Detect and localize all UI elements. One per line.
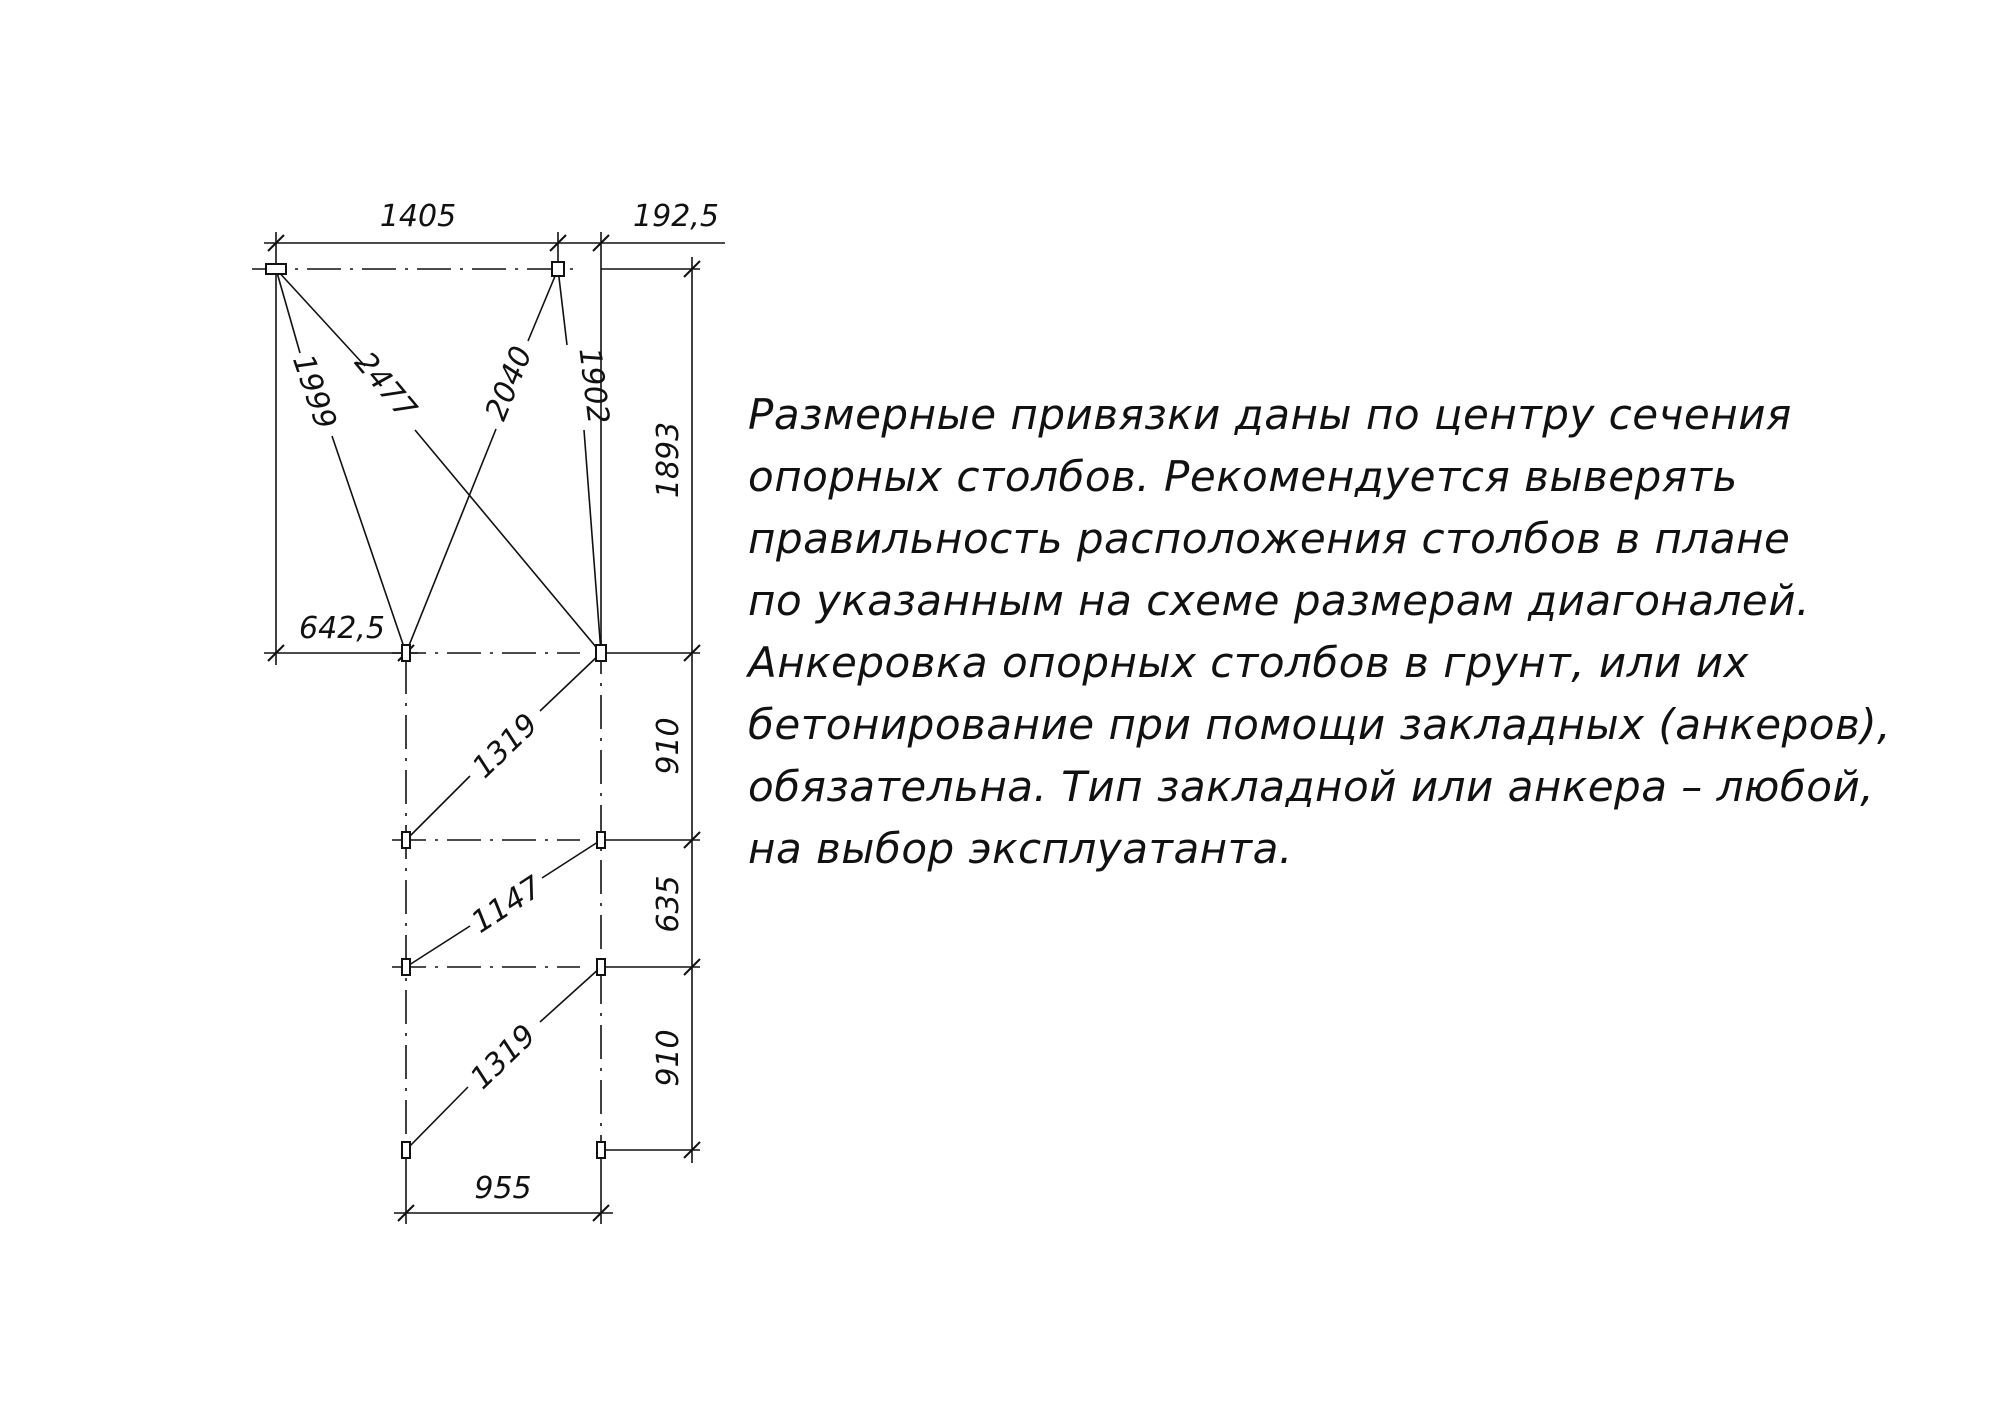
- post-top-right: [552, 262, 564, 276]
- post-row2-right: [597, 832, 605, 848]
- notes-line-7: обязательна. Тип закладной или анкера – любой,: [748, 762, 1875, 811]
- dim-label-height-2: 635: [651, 875, 686, 933]
- diagonal-2040-lower: [406, 429, 496, 653]
- diagonal-label-2040: 2040: [478, 341, 540, 426]
- dim-label-top-offset: 192,5: [633, 199, 719, 234]
- dim-label-left-offset: 642,5: [299, 611, 385, 646]
- notes-line-5: Анкеровка опорных столбов в грунт, или их: [748, 638, 1749, 687]
- dim-label-height-main: 1893: [651, 421, 686, 499]
- notes-text: [748, 384, 1988, 880]
- notes-line-6: бетонирование при помощи закладных (анкеров),: [748, 700, 1891, 749]
- post-row1-left: [402, 645, 410, 661]
- post-row4-left: [402, 1142, 410, 1158]
- diagonal-label-1999: 1999: [285, 350, 343, 434]
- diagonal-1902: [558, 269, 567, 345]
- post-row3-right: [597, 959, 605, 975]
- dim-label-height-3: 910: [651, 1029, 686, 1087]
- dim-label-height-1: 910: [651, 717, 686, 775]
- notes-line-2: опорных столбов. Рекомендуется выверять: [748, 452, 1738, 501]
- notes-line-8: на выбор эксплуатанта.: [748, 824, 1293, 873]
- notes-line-4: по указанным на схеме размерам диагоналей.: [748, 576, 1810, 625]
- post-row1-right: [596, 645, 606, 661]
- diagonal-1319-lower: [406, 1087, 468, 1150]
- post-row4-right: [597, 1142, 605, 1158]
- diagonal-1147-top: [542, 840, 601, 878]
- diagonal-label-2477: 2477: [347, 345, 424, 427]
- dim-label-top-width: 1405: [379, 199, 457, 234]
- dim-label-bottom-width: 955: [474, 1171, 532, 1206]
- diagonal-1902-lower: [584, 430, 601, 653]
- diagonal-1319-upper-top: [540, 653, 601, 711]
- post-row2-left: [402, 832, 410, 848]
- diagonal-label-1319-lower: 1319: [463, 1018, 544, 1097]
- notes-line-3: правильность расположения столбов в плане: [748, 514, 1791, 563]
- post-top-left: [266, 264, 286, 274]
- diagonal-label-1147: 1147: [465, 869, 549, 941]
- diagonal-2040: [528, 269, 558, 341]
- diagonal-label-1902: 1902: [571, 345, 616, 426]
- diagonal-1319-upper: [406, 776, 470, 840]
- notes-line-1: Размерные привязки даны по центру сечения: [748, 390, 1792, 439]
- diagonal-2477-lower: [415, 430, 601, 653]
- post-row3-left: [402, 959, 410, 975]
- diagonal-1319-lower-top: [540, 967, 601, 1022]
- diagonal-label-1319-upper: 1319: [465, 707, 546, 786]
- diagonal-1147: [406, 926, 470, 967]
